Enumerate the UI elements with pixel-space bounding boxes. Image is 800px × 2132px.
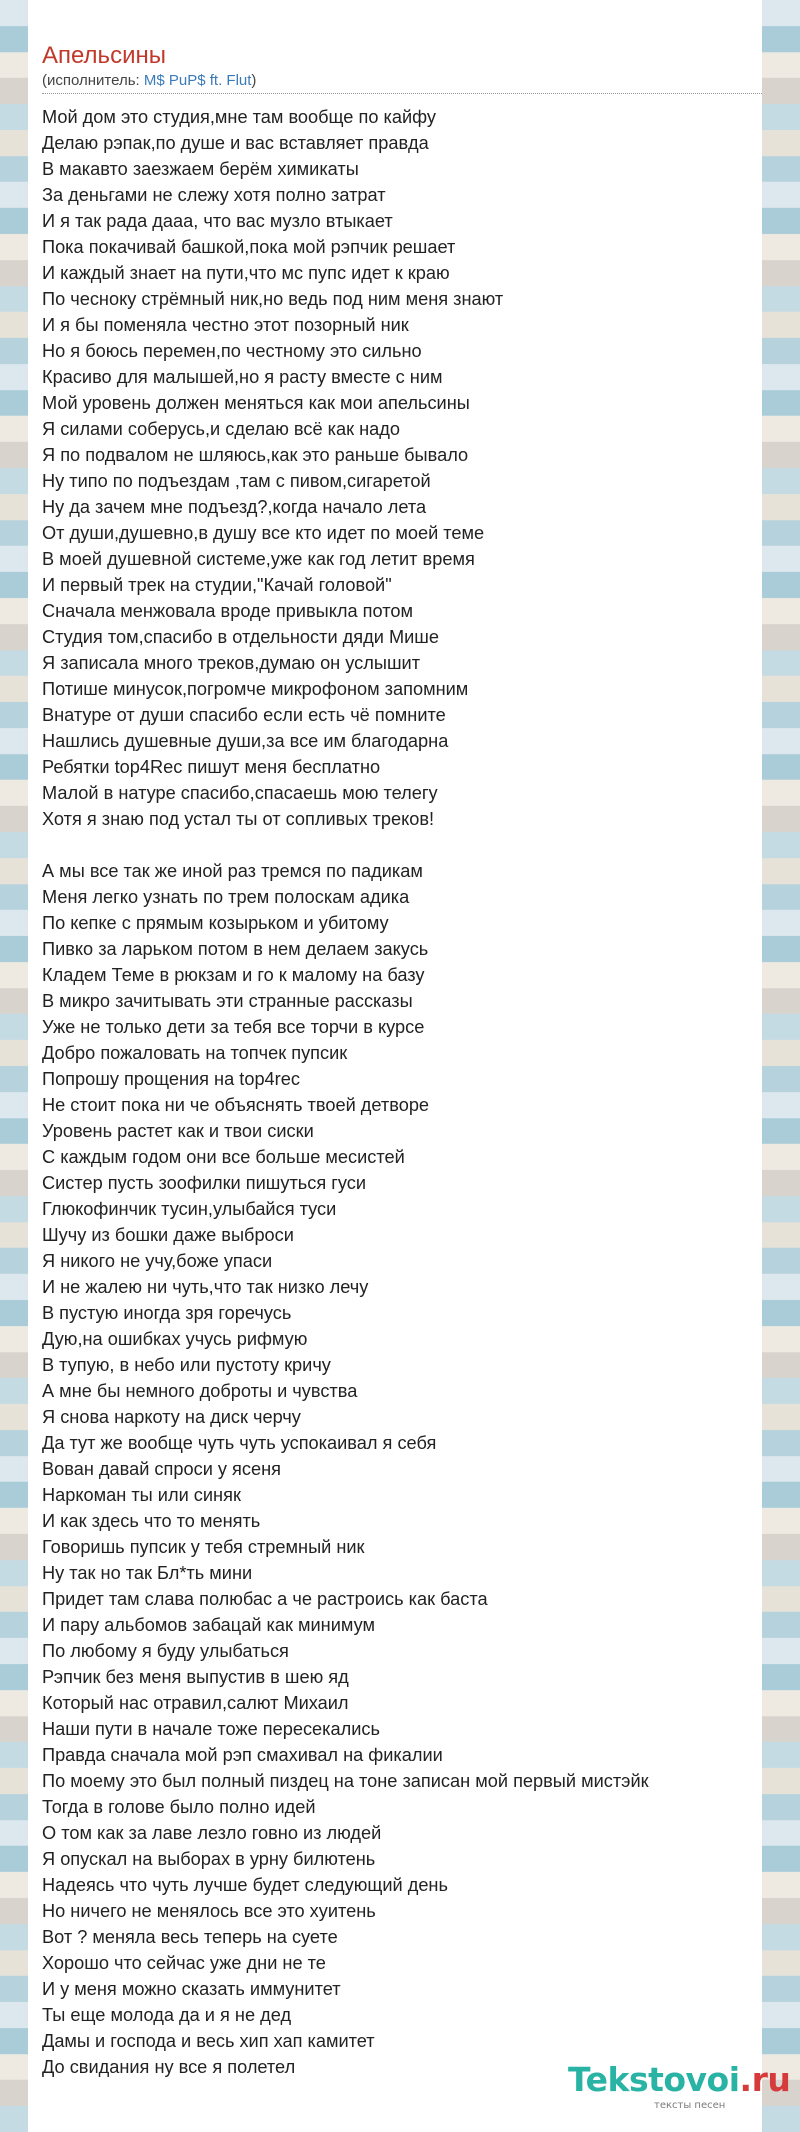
lyric-line: Я силами соберусь,и сделаю всё как надо	[42, 419, 400, 439]
lyric-line: Надеясь что чуть лучше будет следующий день	[42, 1875, 448, 1895]
lyric-line: Ну типо по подъездам ,там с пивом,сигаретой	[42, 471, 431, 491]
lyric-line: И каждый знает на пути,что мс пупс идет к краю	[42, 263, 450, 283]
logo-name: Tekstovoi	[568, 2060, 740, 2099]
lyric-line: От души,душевно,в душу все кто идет по моей теме	[42, 523, 485, 543]
lyric-line: Который нас отравил,салют Михаил	[42, 1693, 349, 1713]
lyric-line: Тогда в голове было полно идей	[42, 1797, 316, 1817]
lyric-line: В тупую, в небо или пустоту кричу	[42, 1355, 331, 1375]
lyric-line: Говоришь пупсик у тебя стремный ник	[42, 1537, 365, 1557]
verse-break	[42, 832, 752, 858]
lyric-line: До свидания ну все я полетел	[42, 2057, 296, 2077]
lyric-line: Потише минусок,погромче микрофоном запомним	[42, 679, 469, 699]
lyric-line: В пустую иногда зря горечусь	[42, 1303, 292, 1323]
lyric-line: И у меня можно сказать иммунитет	[42, 1979, 341, 1999]
lyric-line: За деньгами не слежу хотя полно затрат	[42, 185, 386, 205]
lyric-line: Я записала много треков,думаю он услышит	[42, 653, 421, 673]
artist-line	[42, 72, 256, 89]
lyric-line: Не стоит пока ни че объяснять твоей детворе	[42, 1095, 430, 1115]
lyric-line: Шучу из бошки даже выброси	[42, 1225, 294, 1245]
lyric-line: Уже не только дети за тебя все торчи в курсе	[42, 1017, 425, 1037]
lyric-line: Нашлись душевные души,за все им благодарна	[42, 731, 449, 751]
lyric-line: Мой уровень должен меняться как мои апельсины	[42, 393, 470, 413]
lyric-line: В макавто заезжаем берём химикаты	[42, 159, 359, 179]
lyric-line: Хорошо что сейчас уже дни не те	[42, 1953, 326, 1973]
lyric-line: Но ничего не менялось все это хуитень	[42, 1901, 376, 1921]
artist-prefix: (исполнитель:	[42, 72, 144, 89]
lyric-line: Да тут же вообще чуть чуть успокаивал я себя	[42, 1433, 437, 1453]
lyric-line: В моей душевной системе,уже как год летит время	[42, 549, 475, 569]
lyric-line: Правда сначала мой рэп смахивал на фикалии	[42, 1745, 443, 1765]
lyric-line: Малой в натуре спасибо,спасаешь мою телегу	[42, 783, 438, 803]
lyric-line: Ну да зачем мне подъезд?,когда начало лета	[42, 497, 427, 517]
lyric-line: По любому я буду улыбаться	[42, 1641, 289, 1661]
logo-tagline: тексты песен	[654, 2100, 726, 2111]
lyric-line: Я опускал на выборах в урну билютень	[42, 1849, 376, 1869]
lyric-line: И пару альбомов забацай как минимум	[42, 1615, 375, 1635]
lyric-line: Хотя я знаю под устал ты от сопливых треков!	[42, 809, 435, 829]
lyric-line: Наши пути в начале тоже пересекались	[42, 1719, 380, 1739]
lyric-line: Рэпчик без меня выпустив в шею яд	[42, 1667, 349, 1687]
site-logo[interactable]	[568, 2060, 800, 2120]
lyrics-page	[28, 0, 791, 2132]
lyric-line: Я по подвалом не шляюсь,как это раньше бывало	[42, 445, 469, 465]
lyric-line: Но я боюсь перемен,по честному это сильно	[42, 341, 422, 361]
lyric-line: Сначала менжовала вроде привыкла потом	[42, 601, 413, 621]
lyric-line: Систер пусть зоофилки пишуться гуси	[42, 1173, 367, 1193]
header-divider	[42, 93, 762, 94]
lyric-line: И первый трек на студии,"Качай головой"	[42, 575, 392, 595]
artist-suffix: )	[251, 72, 257, 89]
lyric-line: Ребятки top4Rec пишут меня бесплатно	[42, 757, 381, 777]
lyric-line: Кладем Теме в рюкзам и го к малому на базу	[42, 965, 425, 985]
lyric-line: Вот ? меняла весь теперь на суете	[42, 1927, 338, 1947]
lyric-line: В микро зачитывать эти странные рассказы	[42, 991, 413, 1011]
lyric-line: И как здесь что то менять	[42, 1511, 261, 1531]
lyric-line: Глюкофинчик тусин,улыбайся туси	[42, 1199, 337, 1219]
lyric-line: Попрошу прощения на top4rec	[42, 1069, 300, 1089]
lyric-line: Ты еще молода да и я не дед	[42, 2005, 292, 2025]
artist-link[interactable]: M$ PuP$ ft. Flut	[143, 72, 252, 89]
lyric-line: Меня легко узнать по трем полоскам адика	[42, 887, 410, 907]
lyric-line: Вован давай спроси у ясеня	[42, 1459, 282, 1479]
lyric-line: Уровень растет как и твои сиски	[42, 1121, 314, 1141]
logo-domain: .ru	[739, 2060, 791, 2099]
lyric-line: Делаю рэпак,по душе и вас вставляет правда	[42, 133, 429, 153]
lyric-line: А мне бы немного доброты и чувства	[42, 1381, 358, 1401]
lyric-line: Придет там слава полюбас а че растроись как баста	[42, 1589, 488, 1609]
lyric-line: О том как за лаве лезло говно из людей	[42, 1823, 382, 1843]
lyric-line: По моему это был полный пиздец на тоне записан мой первый мистэйк	[42, 1771, 649, 1791]
lyric-line: Дую,на ошибках учусь рифмую	[42, 1329, 308, 1349]
lyric-line: И не жалею ни чуть,что так низко лечу	[42, 1277, 369, 1297]
lyric-line: Ну так но так Бл*ть мини	[42, 1563, 253, 1583]
lyric-line: Я снова наркоту на диск черчу	[42, 1407, 301, 1427]
song-title: Апельсины	[42, 42, 166, 69]
lyrics-text	[42, 104, 752, 2080]
lyric-line: Я никого не учу,боже упаси	[42, 1251, 273, 1271]
lyric-line: И я так рада дааа, что вас музло втыкает	[42, 211, 393, 231]
lyric-line: Пивко за ларьком потом в нем делаем закусь	[42, 939, 429, 959]
lyric-line: Добро пожаловать на топчек пупсик	[42, 1043, 348, 1063]
lyric-line: По чесноку стрёмный ник,но ведь под ним меня знают	[42, 289, 504, 309]
lyric-line: Пока покачивай башкой,пока мой рэпчик решает	[42, 237, 456, 257]
lyric-line: С каждым годом они все больше месистей	[42, 1147, 405, 1167]
logo-wordmark	[568, 2060, 790, 2099]
lyric-line: Внатуре от души спасибо если есть чё помните	[42, 705, 446, 725]
lyric-line: По кепке с прямым козырьком и убитому	[42, 913, 389, 933]
lyric-line: И я бы поменяла честно этот позорный ник	[42, 315, 409, 335]
lyric-line: Дамы и господа и весь хип хап камитет	[42, 2031, 375, 2051]
lyric-line: А мы все так же иной раз тремся по падикам	[42, 861, 423, 881]
lyric-line: Красиво для малышей,но я расту вместе с ним	[42, 367, 443, 387]
lyric-line: Студия том,спасибо в отдельности дяди Мише	[42, 627, 439, 647]
lyric-line: Наркоман ты или синяк	[42, 1485, 241, 1505]
lyric-line: Мой дом это студия,мне там вообще по кайфу	[42, 107, 436, 127]
